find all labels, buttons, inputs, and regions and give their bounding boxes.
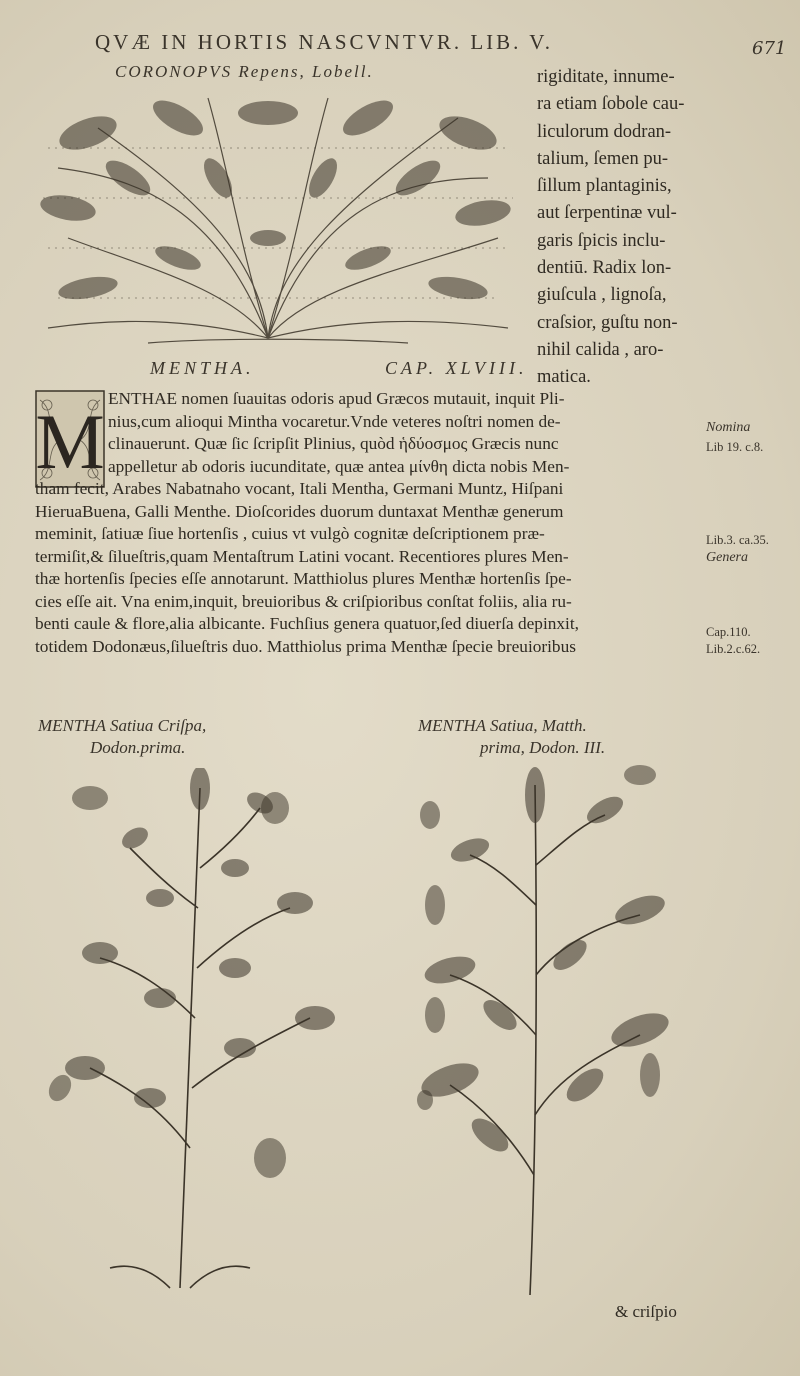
chapter-number: CAP. XLVIII. [385, 358, 528, 378]
chapter-title: MENTHA. [150, 358, 255, 378]
catchword: & criſpio [615, 1302, 677, 1321]
figure-caption-mentha-matth [418, 715, 605, 759]
body-line: tham fecit, Arabes Nabatnaho vocant, Itali Mentha, Germani Muntz, Hiſpani [35, 479, 564, 498]
side-line: talium, ſemen pu- [537, 148, 669, 169]
side-line: ra etiam ſobole cau- [537, 94, 685, 115]
svg-text:M: M [35, 398, 105, 485]
margin-note-nomina: Nomina [706, 420, 751, 435]
side-line: rigiditate, innume- [537, 67, 675, 87]
side-line: liculorum dodran- [537, 121, 672, 142]
side-line: ſillum plantaginis, [537, 176, 672, 197]
body-line: totidem Dodonæus,ſilueſtris duo. Matthiolus prima Menthæ ſpecie breuioribus [35, 636, 576, 656]
woodcut-mentha-crispa [40, 768, 370, 1293]
side-line: nihil calida , aro- [537, 339, 664, 360]
body-line: benti caule & flore,alia albicante. Fuchſius genera quatuor,ſed diuerſa depinxit, [35, 614, 579, 633]
margin-note-ref: Lib 19. c.8. [706, 440, 764, 454]
body-line: appelletur ab odoris iucunditate, quæ antea μίνθη dicta nobis Men- [108, 456, 570, 476]
body-line: clinauerunt. Quæ ſic ſcripſit Plinius, quòd ἡδύοσμος Græcis nunc [108, 434, 559, 453]
woodcut-coronopus [28, 88, 523, 353]
margin-note-ref: Cap.110. [706, 625, 751, 639]
caption-line: Dodon.prima. [90, 738, 186, 757]
side-line: matica. [537, 367, 591, 388]
side-line: garis ſpicis inclu- [537, 230, 666, 251]
body-line: meminit, ſatiuæ ſiue hortenſis , cuius vt vulgò cognitæ deſcriptionem præ- [35, 524, 545, 543]
margin-note-ref: Lib.3. ca.35. [706, 533, 769, 547]
running-head: QVÆ IN HORTIS NASCVNTVR. LIB. V. [95, 30, 553, 54]
caption-line: MENTHA Satiua Criſpa, [38, 716, 207, 735]
body-line: termiſit,& ſilueſtris,quam Mentaſtrum Latini vocant. Recentiores plures Men- [35, 546, 569, 566]
woodcut-mentha-matthioli [410, 755, 675, 1300]
side-line: dentiū. Radix lon- [537, 258, 672, 279]
side-line: aut ſerpentinæ vul- [537, 203, 677, 224]
caption-line: prima, Dodon. III. [480, 738, 606, 757]
body-text [35, 388, 690, 658]
body-line: HieruaBuena, Galli Menthe. Dioſcorides duorum duntaxat Menthæ generum [35, 501, 564, 521]
body-line: ENTHAE nomen ſuauitas odoris apud Græcos mutauit, inquit Pli- [108, 389, 565, 408]
body-line: nius,cum alioqui Mintha vocaretur.Vnde veteres noſtri nomen de- [108, 411, 561, 431]
body-line: cies eſſe ait. Vna enim,inquit, breuioribus & criſpioribus conſtat foliis, alia ru- [35, 591, 572, 611]
caption-line: MENTHA Satiua, Matth. [418, 716, 587, 735]
figure-caption-mentha-crispa [38, 715, 206, 759]
side-text-coronopus [537, 64, 762, 392]
side-line: giuſcula , lignoſa, [537, 285, 667, 306]
figure-caption-coronopus: CORONOPVS Repens, Lobell. [115, 62, 374, 81]
side-line: craſsior, guſtu non- [537, 312, 678, 333]
page-number: 671 [752, 38, 787, 59]
margin-note-ref: Lib.2.c.62. [706, 642, 761, 656]
margin-note-genera: Genera [706, 550, 748, 565]
body-line: thæ hortenſis ſpecies eſſe annotarunt. Matthiolus plures Menthæ hortenſis ſpe- [35, 569, 572, 588]
